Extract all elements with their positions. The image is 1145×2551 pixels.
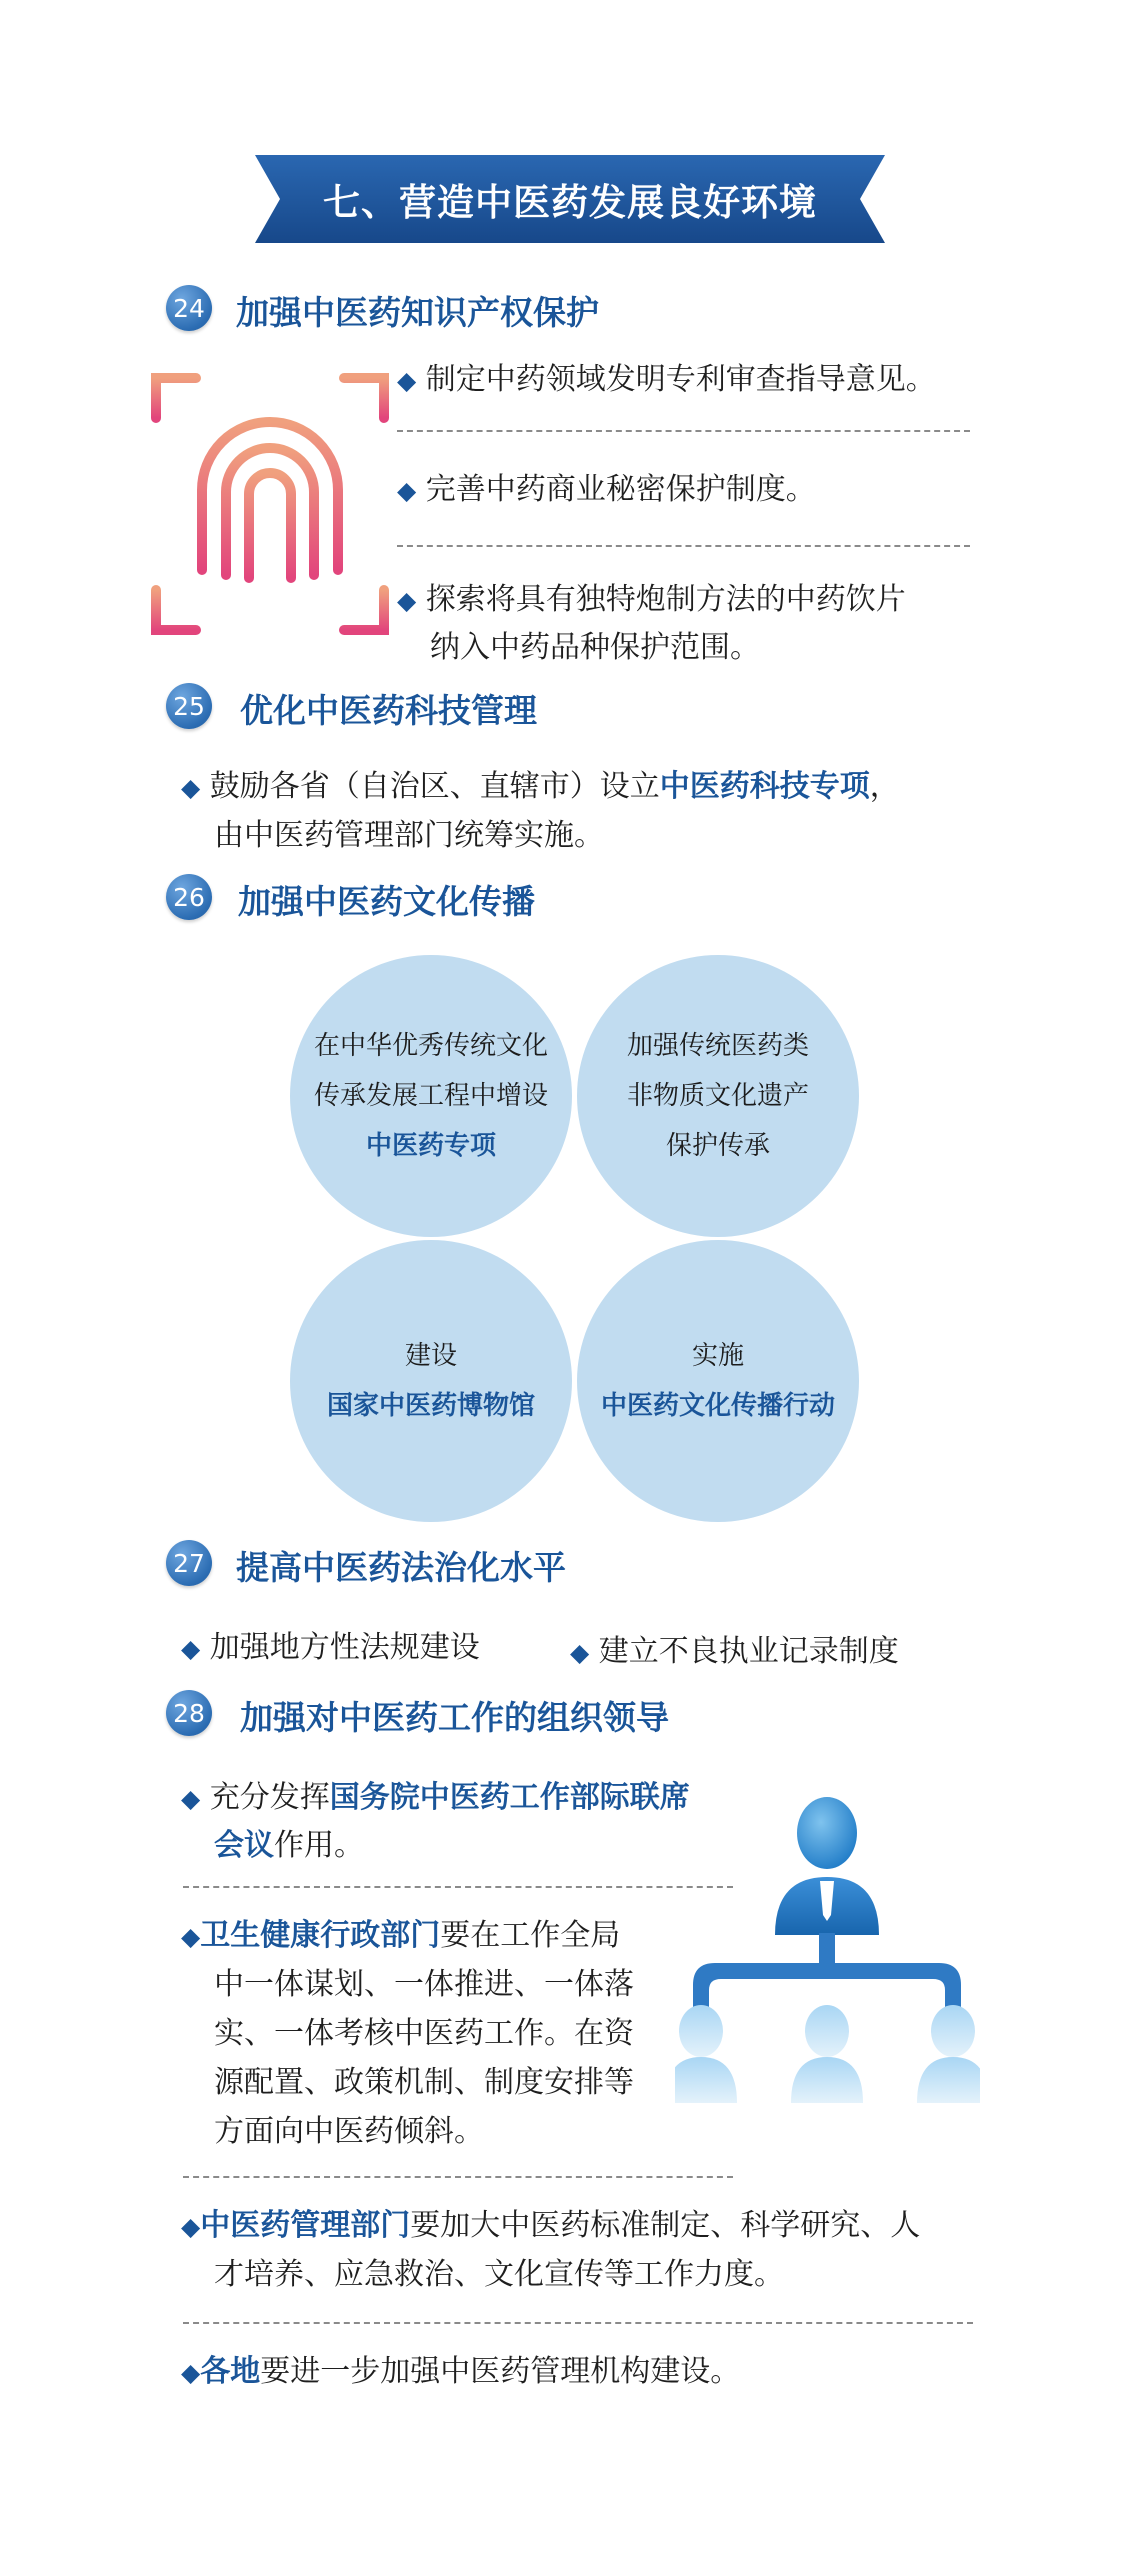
- divider: [183, 2176, 733, 2178]
- list-item-continuation: 纳入中药品种保护范围。: [430, 630, 760, 665]
- diamond-bullet-icon: ◆: [570, 1638, 590, 1667]
- list-item: ◆ 制定中药领域发明专利审查指导意见。: [397, 362, 936, 397]
- list-item-continuation: 实、一体考核中医药工作。在资: [214, 2016, 634, 2051]
- culture-circle: 加强传统医药类 非物质文化遗产 保护传承: [577, 955, 859, 1237]
- diamond-bullet-icon: ◆: [181, 1922, 201, 1951]
- diamond-bullet-icon: ◆: [181, 773, 201, 802]
- list-item-continuation: 由中医药管理部门统筹实施。: [214, 818, 604, 853]
- diamond-bullet-icon: ◆: [397, 476, 417, 505]
- section-title: 提高中医药法治化水平: [236, 1548, 566, 1587]
- divider: [397, 545, 970, 547]
- section-number-badge: 27: [166, 1540, 212, 1586]
- divider: [183, 2322, 973, 2324]
- list-item: ◆卫生健康行政部门要在工作全局: [181, 1918, 621, 1953]
- list-item-continuation: 中一体谋划、一体推进、一体落: [214, 1967, 634, 2002]
- section-number-badge: 26: [166, 874, 212, 920]
- diamond-bullet-icon: ◆: [397, 366, 417, 395]
- org-chart-icon: [675, 1785, 980, 2105]
- list-item: ◆ 建立不良执业记录制度: [570, 1634, 899, 1669]
- culture-circle: 在中华优秀传统文化 传承发展工程中增设 中医药专项: [290, 955, 572, 1237]
- list-item: ◆ 完善中药商业秘密保护制度。: [397, 472, 816, 507]
- diamond-bullet-icon: ◆: [397, 586, 417, 615]
- diamond-bullet-icon: ◆: [181, 1784, 201, 1813]
- list-item-continuation: 才培养、应急救治、文化宣传等工作力度。: [214, 2257, 784, 2292]
- page-title: 七、营造中医药发展良好环境: [323, 181, 817, 224]
- divider: [183, 1886, 733, 1888]
- list-item: ◆ 探索将具有独特炮制方法的中药饮片: [397, 582, 906, 617]
- list-item-continuation: 会议作用。: [214, 1828, 364, 1863]
- culture-circle: 实施 中医药文化传播行动: [577, 1240, 859, 1522]
- culture-circle: 建设 国家中医药博物馆: [290, 1240, 572, 1522]
- section-title: 优化中医药科技管理: [240, 691, 537, 730]
- list-item: ◆中医药管理部门要加大中医药标准制定、科学研究、人: [181, 2208, 921, 2243]
- list-item-continuation: 方面向中医药倾斜。: [214, 2114, 484, 2149]
- fingerprint-icon: [150, 370, 390, 638]
- list-item: ◆ 鼓励各省（自治区、直辖市）设立中医药科技专项，: [181, 769, 900, 804]
- diamond-bullet-icon: ◆: [181, 1634, 201, 1663]
- section-number-badge: 28: [166, 1690, 212, 1736]
- section-title: 加强中医药文化传播: [238, 882, 535, 921]
- list-item-continuation: 源配置、政策机制、制度安排等: [214, 2065, 634, 2100]
- list-item: ◆ 加强地方性法规建设: [181, 1630, 480, 1665]
- list-item: ◆ 充分发挥国务院中医药工作部际联席: [181, 1780, 690, 1815]
- section-title: 加强对中医药工作的组织领导: [240, 1698, 669, 1737]
- divider: [397, 430, 970, 432]
- section-number-badge: 25: [166, 683, 212, 729]
- diamond-bullet-icon: ◆: [181, 2358, 201, 2387]
- section-number-badge: 24: [166, 285, 212, 331]
- section-title: 加强中医药知识产权保护: [236, 293, 599, 332]
- list-item: ◆各地要进一步加强中医药管理机构建设。: [181, 2354, 741, 2389]
- diamond-bullet-icon: ◆: [181, 2212, 201, 2241]
